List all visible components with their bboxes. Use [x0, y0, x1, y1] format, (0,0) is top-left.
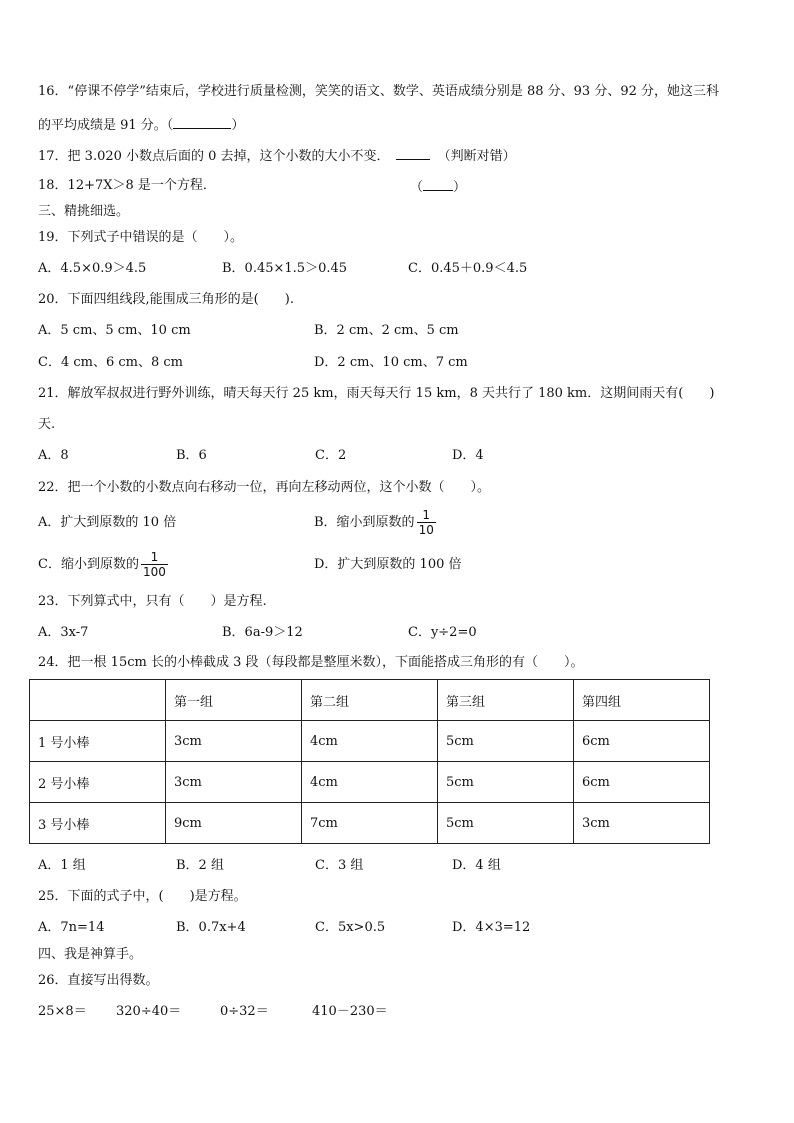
q23-option-b[interactable]: B．6a-9＞12: [222, 625, 303, 640]
q18-answer: [410, 178, 466, 196]
table-cell: 3cm: [166, 721, 302, 762]
q22-option-d[interactable]: D．扩大到原数的 100 倍: [314, 557, 462, 572]
q19-stem: 19．下列式子中错误的是（ ）。: [38, 230, 244, 245]
q16-line1: 16．“停课不停学”结束后，学校进行质量检测，笑笑的语文、数学、英语成绩分别是 88 分、93 分、92 分，她这三科: [38, 84, 719, 99]
q16-line2: [38, 116, 244, 134]
q22-option-b-fraction: [417, 508, 436, 537]
q26-stem: 26．直接写出得数。: [38, 973, 159, 988]
q24-option-a[interactable]: A．1 组: [38, 858, 86, 873]
q24-option-d[interactable]: D．4 组: [452, 858, 501, 873]
q25-option-a[interactable]: A．7n=14: [38, 920, 105, 935]
table-cell: 7cm: [302, 803, 438, 844]
q22-option-a[interactable]: A．扩大到原数的 10 倍: [38, 515, 177, 530]
table-cell: 9cm: [166, 803, 302, 844]
q19-option-b[interactable]: B．0.45×1.5＞0.45: [222, 261, 348, 276]
q21-option-d[interactable]: D．4: [452, 448, 484, 463]
table-header-cell: [30, 680, 166, 721]
q19-option-c[interactable]: C．0.45＋0.9＜4.5: [408, 261, 528, 276]
q21-line2: 天.: [38, 417, 56, 432]
table-header-cell: 第四组: [574, 680, 710, 721]
q20-stem: 20．下面四组线段,能围成三角形的是( ).: [38, 292, 294, 307]
q18-paren-close: ）: [453, 180, 467, 195]
q23-option-c[interactable]: C．y÷2=0: [408, 625, 477, 640]
q23-option-a[interactable]: A．3x-7: [38, 625, 89, 640]
q18-paren-open: （: [410, 180, 424, 195]
q25-option-d[interactable]: D．4×3=12: [452, 920, 531, 935]
q22-option-b-denominator: 10: [418, 523, 434, 537]
q24-option-b[interactable]: B．2 组: [176, 858, 224, 873]
q16-answer-blank[interactable]: [173, 116, 231, 129]
q24-stem: 24．把一根 15cm 长的小棒截成 3 段（每段都是整厘米数），下面能搭成三角形的有（ ）。: [38, 655, 584, 670]
table-header-row: [30, 680, 710, 721]
q24-option-c[interactable]: C．3 组: [315, 858, 364, 873]
table-cell: 4cm: [302, 721, 438, 762]
q21-option-b[interactable]: B．6: [176, 448, 207, 463]
q23-stem: 23．下列算式中，只有（ ）是方程.: [38, 594, 267, 609]
q17: [38, 147, 516, 165]
table-header-cell: 第三组: [438, 680, 574, 721]
table-cell: 5cm: [438, 762, 574, 803]
q21-line1: 21．解放军叔叔进行野外训练，晴天每天行 25 km，雨天每天行 15 km，8 天共行了 180 km．这期间雨天有( ): [38, 386, 715, 401]
q18-answer-blank[interactable]: [423, 178, 453, 191]
q22-option-c[interactable]: [38, 548, 168, 582]
q22-option-c-denominator: 100: [142, 565, 166, 579]
q20-option-b[interactable]: B．2 cm、2 cm、5 cm: [314, 323, 459, 338]
q16-line2-close: ）: [231, 118, 245, 133]
table-cell: 3cm: [574, 803, 710, 844]
q22-option-b[interactable]: [314, 506, 436, 540]
table-header-cell: 第一组: [166, 680, 302, 721]
table-row: [30, 762, 710, 803]
q22-option-b-text: B．缩小到原数的: [314, 515, 415, 530]
q18-text: 18．12+7X＞8 是一个方程．: [38, 178, 216, 193]
q21-option-c[interactable]: C．2: [315, 448, 347, 463]
q25-stem: 25．下面的式子中，( )是方程。: [38, 889, 247, 904]
q20-option-c[interactable]: C．4 cm、6 cm、8 cm: [38, 355, 183, 370]
q26-item: 320÷40＝: [116, 1004, 182, 1019]
table-cell: 3cm: [166, 762, 302, 803]
table-cell: 5cm: [438, 721, 574, 762]
section-3-heading: 三、精挑细选。: [38, 204, 130, 219]
q25-option-c[interactable]: C．5x>0.5: [315, 920, 386, 935]
q17-text: 17．把 3.020 小数点后面的 0 去掉，这个小数的大小不变．: [38, 149, 390, 164]
table-cell: 6cm: [574, 762, 710, 803]
q19-option-a[interactable]: A．4.5×0.9＞4.5: [38, 261, 147, 276]
table-cell: 1 号小棒: [30, 721, 166, 762]
q17-answer-blank[interactable]: [396, 147, 430, 160]
q22-option-c-numerator: 1: [150, 550, 159, 564]
table-cell: 4cm: [302, 762, 438, 803]
q16-line2-text: 的平均成绩是 91 分。（: [38, 118, 174, 133]
q21-option-a[interactable]: A．8: [38, 448, 69, 463]
q22-stem: 22．把一个小数的小数点向右移动一位，再向左移动两位，这个小数（ ）。: [38, 480, 491, 495]
table-cell: 3 号小棒: [30, 803, 166, 844]
table-cell: 6cm: [574, 721, 710, 762]
q20-option-d[interactable]: D．2 cm、10 cm、7 cm: [314, 355, 468, 370]
q22-option-c-fraction: [141, 550, 168, 579]
section-4-heading: 四、我是神算手。: [38, 947, 143, 962]
q22-option-b-numerator: 1: [422, 508, 431, 522]
q26-item: 25×8＝: [38, 1004, 87, 1019]
table-cell: 5cm: [438, 803, 574, 844]
q26-item: 410－230＝: [312, 1004, 388, 1019]
table-header-cell: 第二组: [302, 680, 438, 721]
q25-option-b[interactable]: B．0.7x+4: [176, 920, 246, 935]
table-cell: 2 号小棒: [30, 762, 166, 803]
q22-option-c-text: C．缩小到原数的: [38, 557, 139, 572]
table-row: [30, 803, 710, 844]
table-row: [30, 721, 710, 762]
q24-table: [29, 679, 710, 844]
q20-option-a[interactable]: A．5 cm、5 cm、10 cm: [38, 323, 191, 338]
q26-item: 0÷32＝: [220, 1004, 269, 1019]
q17-suffix: （判断对错）: [437, 149, 516, 164]
